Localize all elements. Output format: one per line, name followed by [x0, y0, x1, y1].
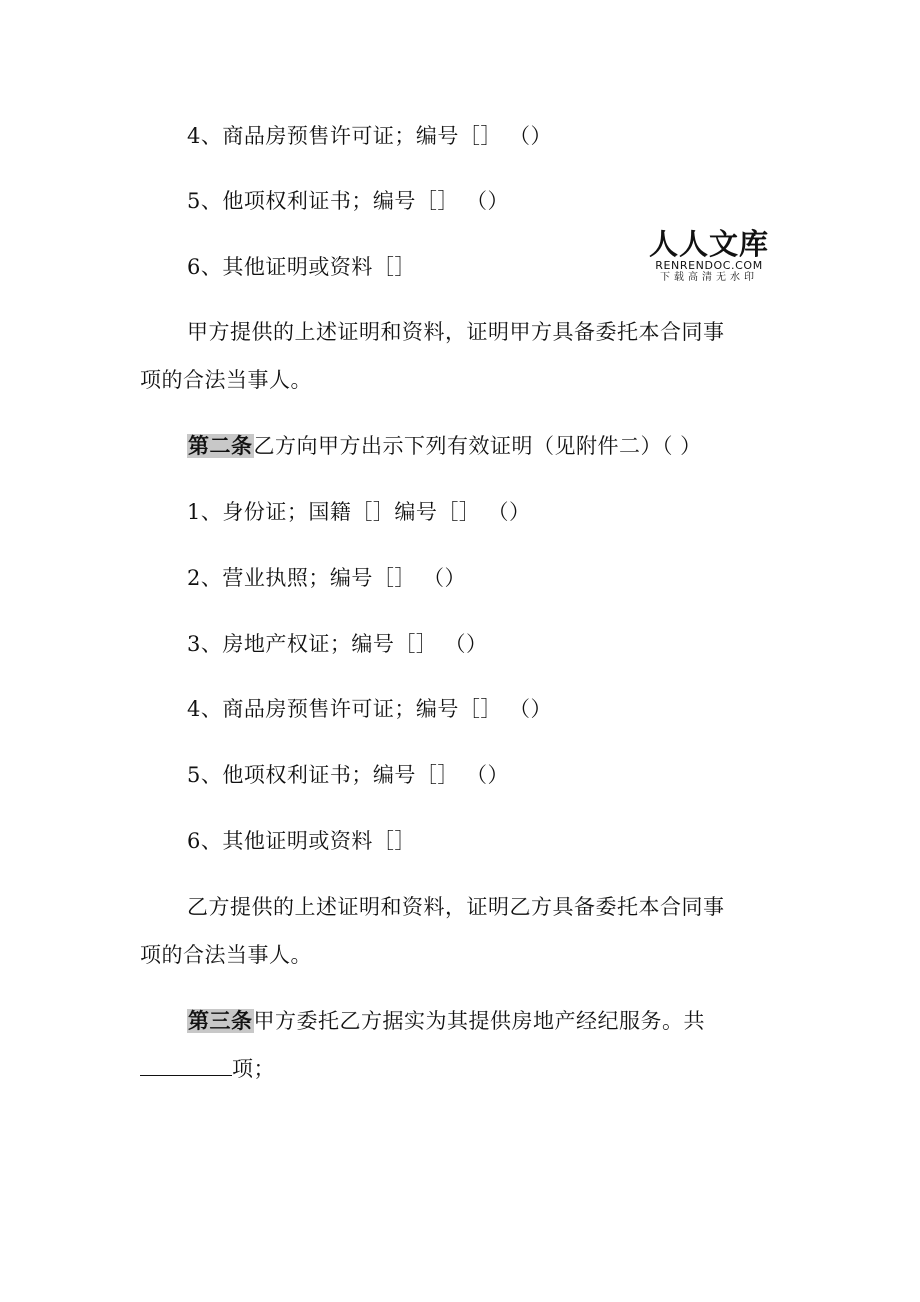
- partyA-item-6: 6、其他证明或资料［］: [187, 255, 416, 279]
- partyA-item-5: 5、他项权利证书；编号［］ （）: [187, 189, 510, 213]
- partyB-item-1: 1、身份证；国籍［］编号［］ （）: [187, 500, 531, 524]
- partyB-item-5: 5、他项权利证书；编号［］ （）: [187, 763, 510, 787]
- partyA-summary-line2: 项的合法当事人。: [140, 368, 312, 392]
- article-2-paragraph: [187, 431, 702, 461]
- article-3-text: 甲方委托乙方据实为其提供房地产经纪服务。共: [253, 1009, 705, 1033]
- partyB-item-4: 4、商品房预售许可证；编号［］ （）: [187, 697, 553, 721]
- watermark-domain: RENRENDOC.COM: [655, 259, 763, 272]
- partyB-summary-line2: 项的合法当事人。: [140, 943, 312, 967]
- fill-in-blank: [140, 1055, 232, 1076]
- article-3-line2: [140, 1054, 275, 1084]
- partyB-item-3: 3、房地产权证；编号［］ （）: [187, 632, 488, 656]
- article-2-text: 乙方向甲方出示下列有效证明（见附件二）（ ）: [253, 434, 702, 458]
- watermark-slogan: 下载高清无水印: [660, 272, 758, 283]
- watermark-title: 人人文库: [648, 227, 769, 261]
- partyB-item-6: 6、其他证明或资料［］: [187, 829, 416, 853]
- article-3-paragraph: [187, 1006, 705, 1036]
- article-2-label: 第二条: [188, 434, 253, 458]
- partyA-item-4: 4、商品房预售许可证；编号［］ （）: [187, 124, 553, 148]
- article-3-line2-suffix: 项；: [232, 1057, 275, 1081]
- partyB-summary-line1: 乙方提供的上述证明和资料，证明乙方具备委托本合同事: [187, 895, 725, 919]
- article-3-label: 第三条: [188, 1009, 253, 1033]
- partyA-summary-line1: 甲方提供的上述证明和资料，证明甲方具备委托本合同事: [187, 320, 725, 344]
- watermark-logo: [645, 228, 773, 284]
- partyB-item-2: 2、营业执照；编号［］ （）: [187, 566, 467, 590]
